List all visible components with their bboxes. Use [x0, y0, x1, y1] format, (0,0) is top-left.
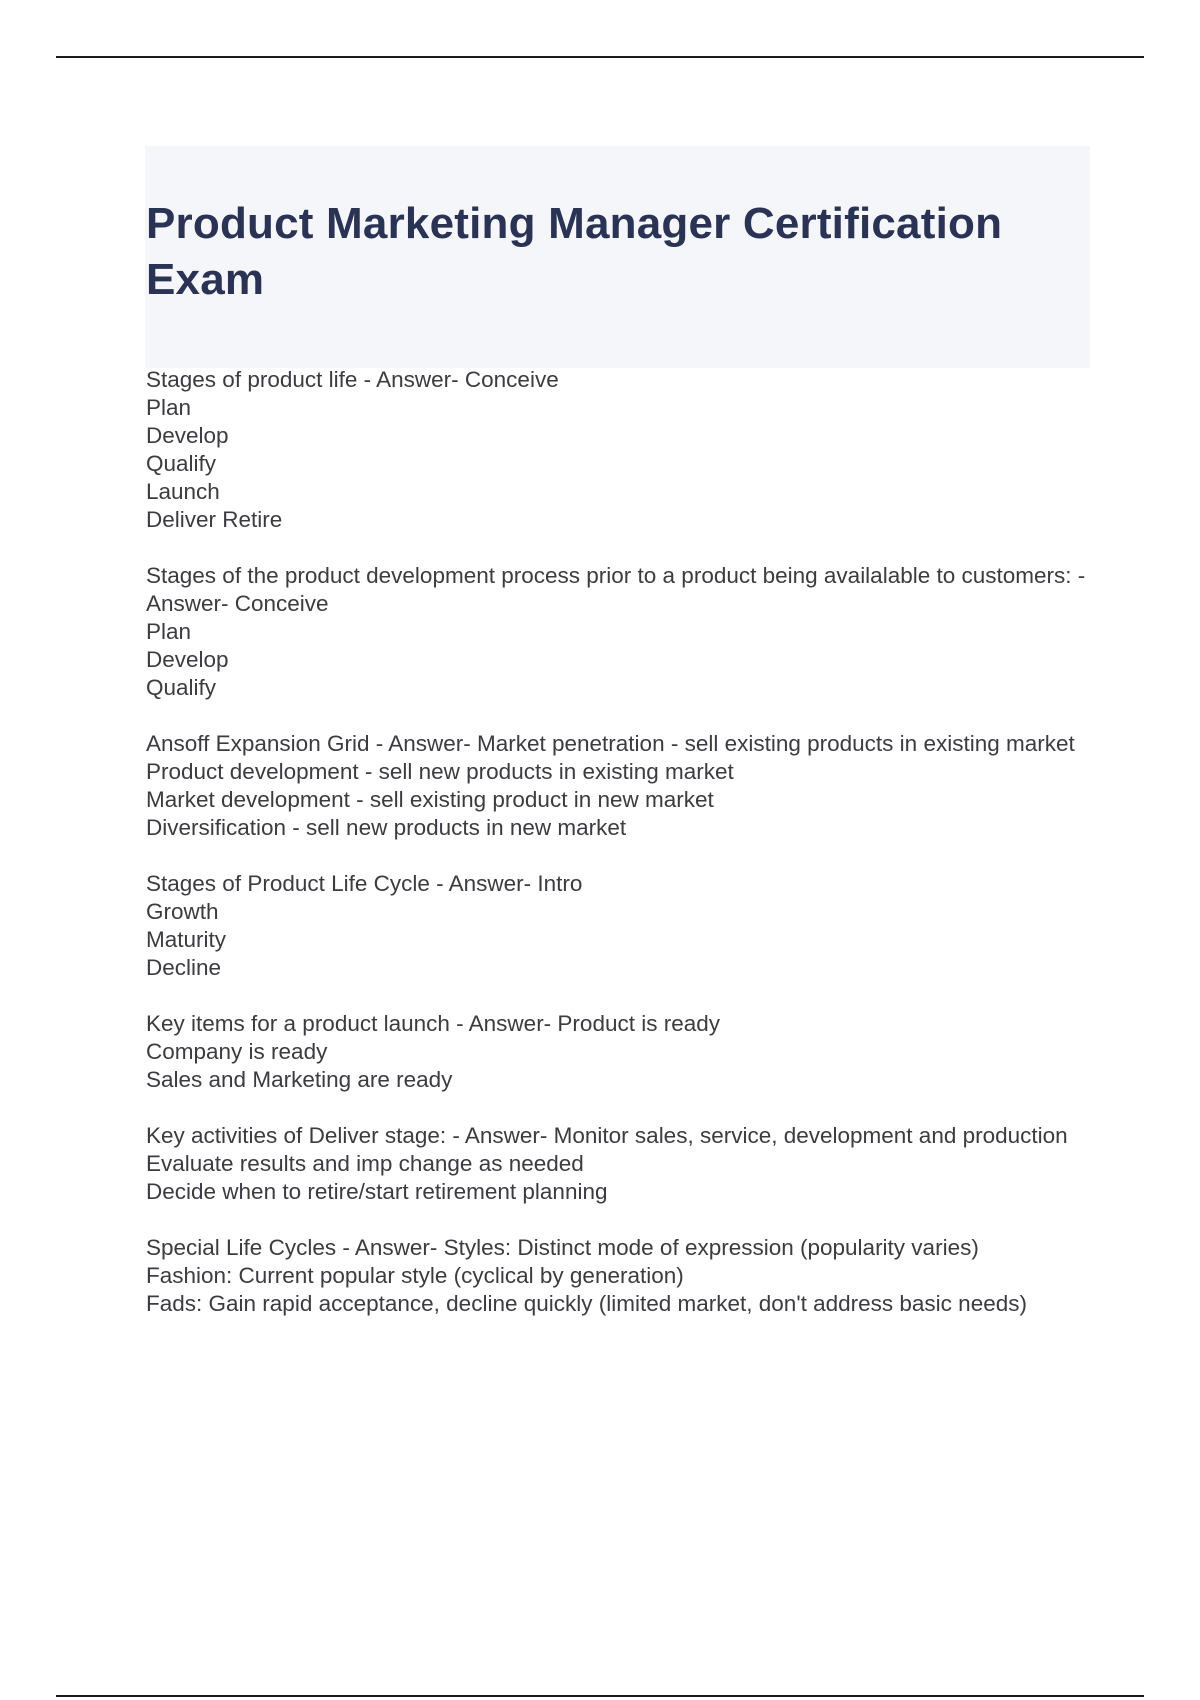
qa-list	[146, 366, 1086, 1346]
answer-line: Market development - sell existing product in new market	[146, 787, 714, 812]
answer-line: Develop	[146, 423, 229, 448]
bottom-rule	[56, 1695, 1144, 1697]
answer-line: Company is ready	[146, 1039, 328, 1064]
answer-line: Sales and Marketing are ready	[146, 1067, 453, 1092]
question-line: Key activities of Deliver stage: - Answer- Monitor sales, service, development and production	[146, 1123, 1068, 1148]
question-line: Ansoff Expansion Grid - Answer- Market penetration - sell existing products in existing market	[146, 731, 1075, 756]
answer-line: Evaluate results and imp change as needed	[146, 1151, 584, 1176]
answer-line: Fads: Gain rapid acceptance, decline quickly (limited market, don't address basic needs)	[146, 1291, 1027, 1316]
answer-line: Qualify	[146, 451, 217, 476]
qa-item	[146, 1234, 1086, 1318]
document-title: Product Marketing Manager Certification Exam	[146, 199, 1003, 304]
answer-line: Diversification - sell new products in new market	[146, 815, 627, 840]
answer-line: Product development - sell new products in existing market	[146, 759, 734, 784]
qa-item	[146, 366, 1086, 534]
answer-line: Maturity	[146, 927, 227, 952]
answer-line: Deliver Retire	[146, 507, 283, 532]
answer-line: Decline	[146, 955, 222, 980]
qa-item	[146, 562, 1086, 702]
question-line: Special Life Cycles - Answer- Styles: Distinct mode of expression (popularity varies)	[146, 1235, 979, 1260]
answer-line: Develop	[146, 647, 229, 672]
qa-item	[146, 1010, 1086, 1094]
answer-line: Plan	[146, 619, 192, 644]
question-line: Stages of the product development process prior to a product being availalable to customers: - Answer- Conceive	[146, 563, 1086, 616]
question-line: Key items for a product launch - Answer- Product is ready	[146, 1011, 721, 1036]
answer-line: Qualify	[146, 675, 217, 700]
qa-item	[146, 730, 1086, 842]
qa-item	[146, 1122, 1086, 1206]
question-line: Stages of Product Life Cycle - Answer- Intro	[146, 871, 583, 896]
answer-line: Launch	[146, 479, 220, 504]
qa-item	[146, 870, 1086, 982]
top-rule	[56, 56, 1144, 58]
question-line: Stages of product life - Answer- Conceive	[146, 367, 559, 392]
answer-line: Plan	[146, 395, 192, 420]
answer-line: Growth	[146, 899, 219, 924]
answer-line: Decide when to retire/start retirement planning	[146, 1179, 608, 1204]
answer-line: Fashion: Current popular style (cyclical by generation)	[146, 1263, 684, 1288]
